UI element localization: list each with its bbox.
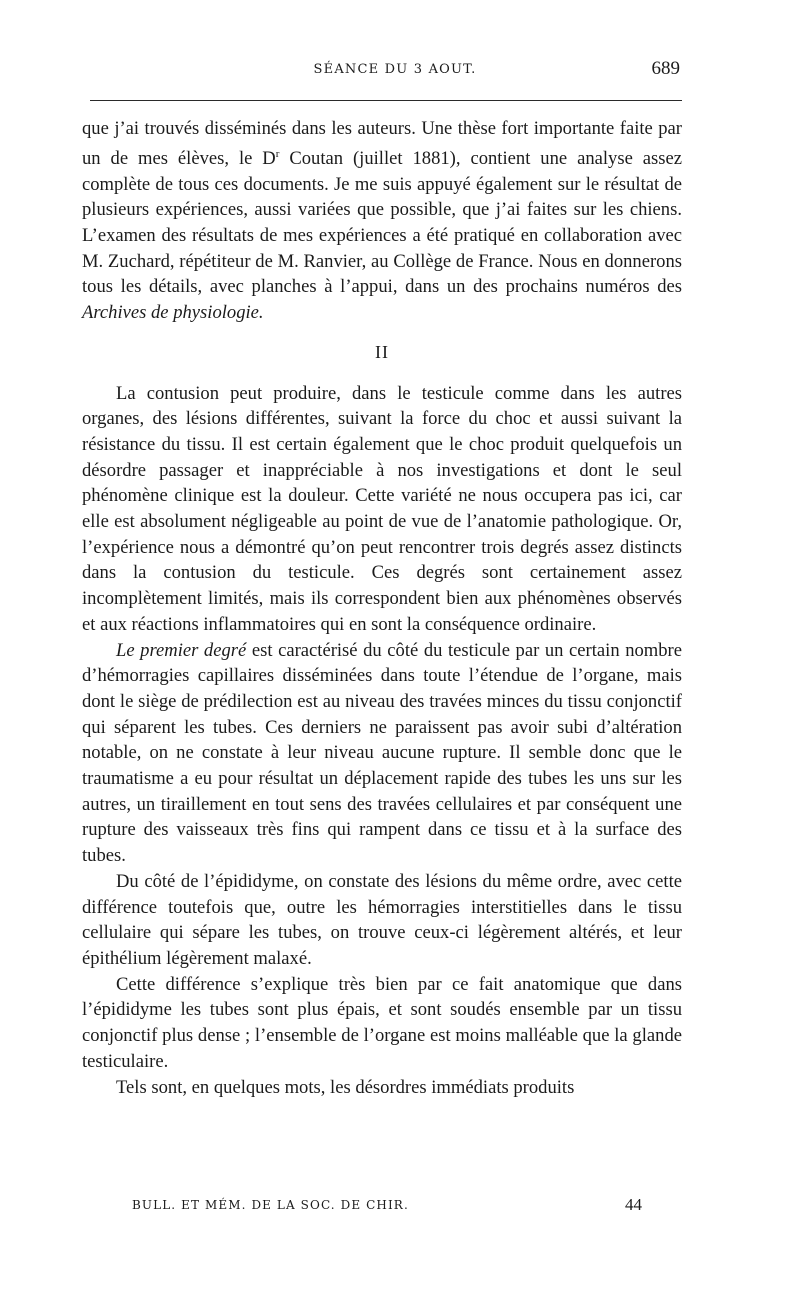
paragraph-2: La contusion peut produire, dans le testicule comme dans les autres organes, des lésions différentes, suivant la force du choc et aussi suivant la résistance du tissu. Il est certain également que le choc produit quelquefois un désordre passager et inappréciable à nos investigations et dont le seul phénomène clinique est la douleur. Cette variété ne nous occupera pas ici, car elle est absolument négligeable au point de vue de l’anatomie pathologique. Or, l’expérience nous a démontré qu’on peut rencontrer trois degrés assez distincts dans la contusion du testicule. Ces degrés sont certainement assez incomplètement limités, mais ils correspondent bien aux phénomènes observés et aux réactions inflammatoires qui en sont la conséquence ordinaire.	[82, 382, 682, 635]
running-title: SÉANCE DU 3 AOUT.	[313, 62, 477, 77]
header-rule	[90, 100, 682, 101]
body-text	[82, 116, 682, 1100]
paragraph-3-text: est caractérisé du côté du testicule par un certain nombre d’hémorragies capillaires disséminées dans toute l’étendue de l’organe, mais dont le siège de prédilection est au niveau des travées minces du tissu conjonctif qui séparent les tubes. Ces derniers ne paraissent pas avoir subi d’altération notable, on ne constate à leur niveau aucune rupture. Il semble donc que le traumatisme a eu pour résultat un déplacement rapide des tubes les uns sur les autres, un tiraillement en tout sens des travées cellulaires et par conséquent une rupture des vaisseaux très fins qui rampent dans ce tissu et à la surface des tubes.	[82, 639, 682, 867]
paragraph-1-text-a: que j’ai trouvés disséminés dans les auteurs. Une thèse fort importante faite par un de mes élèves, le D	[82, 118, 682, 169]
paragraph-1	[82, 116, 682, 326]
paragraph-1-text-b: Coutan (juillet 1881), contient une analyse assez complète de tous ces documents. Je me suis appuyé également sur le résultat de plusieurs expériences, aussi variées que possible, que j’ai faites sur les chiens. L’examen des résultats de mes expériences a été pratiqué en collaboration avec M. Zuchard, répétiteur de M. Ranvier, au Collège de France. Nous en donnerons tous les détails, avec planches à l’appui, dans un des prochains numéros des	[82, 147, 682, 298]
section-numeral: II	[375, 341, 389, 362]
paragraph-5: Cette différence s’explique très bien par ce fait anatomique que dans l’épididyme les tubes sont plus épais, et sont soudés ensemble par un tissu conjonctif plus dense ; l’ensemble de l’organe est moins malléable que la glande testiculaire.	[82, 973, 682, 1072]
journal-title-italic: Archives de physiologie.	[82, 302, 264, 324]
footer-signature: 44	[625, 1195, 642, 1214]
first-degree-italic: Le premier degré	[116, 639, 247, 661]
page-number: 689	[651, 58, 680, 79]
doctor-abbrev-superscript: r	[275, 147, 280, 160]
paragraph-6: Tels sont, en quelques mots, les désordres immédiats produits	[116, 1076, 575, 1098]
footer-journal: BULL. ET MÉM. DE LA SOC. DE CHIR.	[132, 1198, 409, 1212]
page-footer	[132, 1195, 642, 1222]
paragraph-3	[82, 638, 682, 869]
paragraph-4: Du côté de l’épididyme, on constate des lésions du même ordre, avec cette différence toutefois que, outre les hémorragies interstitielles dans le tissu cellulaire qui sépare les tubes, on trouve ceux-ci légèrement altérés, et leur épithélium légèrement malaxé.	[82, 870, 682, 969]
running-head	[110, 58, 680, 92]
